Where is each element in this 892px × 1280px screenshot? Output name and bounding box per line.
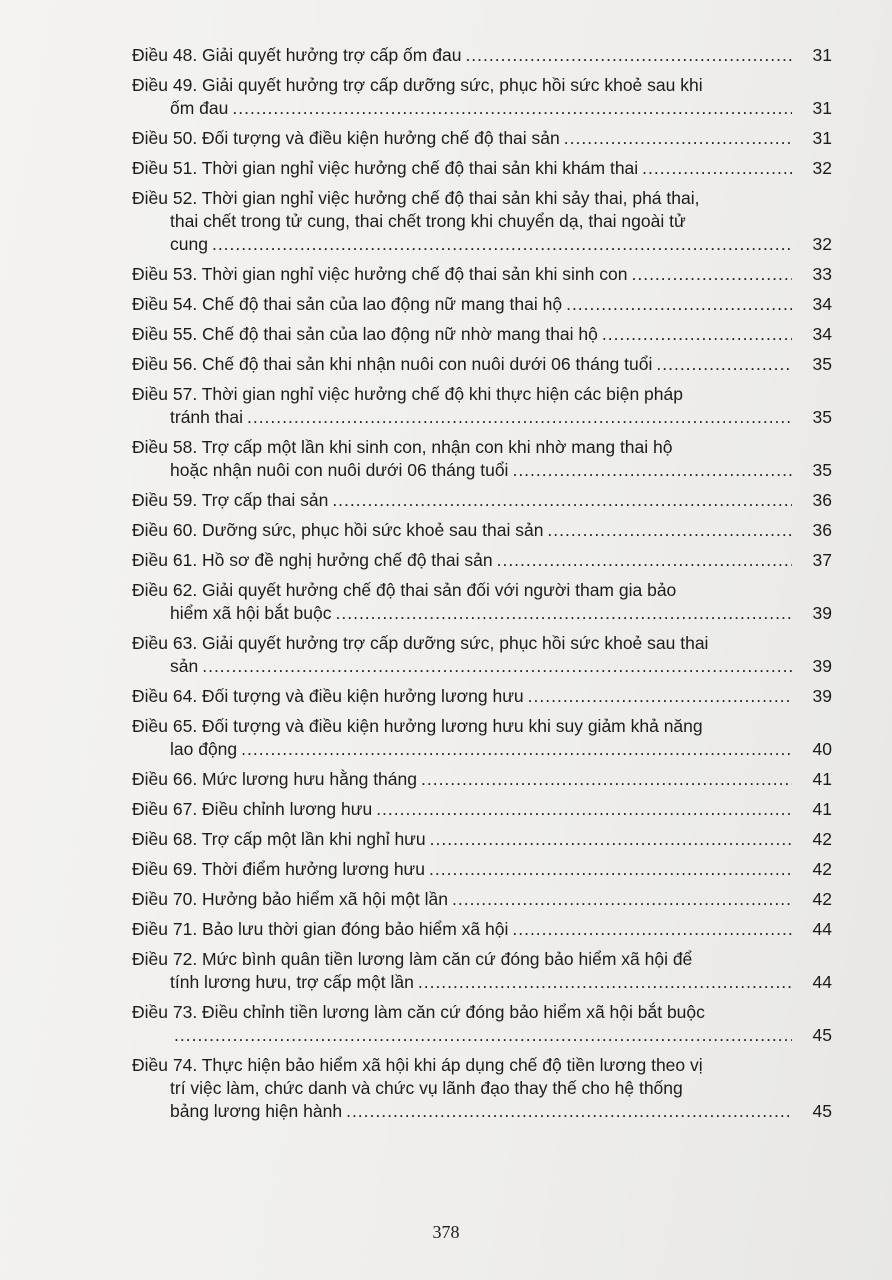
toc-entry-text: Điều 65. Đối tượng và điều kiện hưởng lương hưu khi suy giảm khả năng	[132, 716, 703, 736]
dot-leader	[241, 738, 792, 761]
toc-entry	[132, 187, 832, 256]
toc-entry	[132, 263, 832, 286]
toc-entry	[132, 383, 832, 429]
toc-entry-text: Điều 60. Dưỡng sức, phục hồi sức khoẻ sau thai sản	[132, 520, 544, 540]
toc-entry-text: Điều 58. Trợ cấp một lần khi sinh con, nhận con khi nhờ mang thai hộ	[132, 437, 673, 457]
toc-entry-text: Điều 67. Điều chỉnh lương hưu	[132, 799, 373, 819]
dot-leader	[512, 459, 792, 482]
toc-entry	[132, 157, 832, 180]
dot-leader	[465, 44, 792, 67]
toc-entry-text: Điều 68. Trợ cấp một lần khi nghỉ hưu	[132, 829, 426, 849]
toc-entry-last-line	[132, 489, 796, 512]
toc-entry-text: Điều 63. Giải quyết hưởng trợ cấp dưỡng sức, phục hồi sức khoẻ sau thai	[132, 633, 709, 653]
toc-entry	[132, 74, 832, 120]
toc-entry-text: Điều 62. Giải quyết hưởng chế độ thai sản đối với người tham gia bảo	[132, 580, 677, 600]
toc-entry	[132, 858, 832, 881]
toc-page-number: 42	[812, 889, 832, 909]
toc-page-number: 40	[812, 739, 832, 759]
dot-leader	[332, 489, 792, 512]
dot-leader	[656, 353, 792, 376]
toc-entry-text: Điều 74. Thực hiện bảo hiểm xã hội khi áp dụng chế độ tiền lương theo vị	[132, 1055, 703, 1075]
toc-page-number: 41	[812, 799, 832, 819]
dot-leader	[429, 858, 792, 881]
dot-leader	[421, 768, 792, 791]
toc-entry-last-line	[132, 353, 796, 376]
dot-leader	[566, 293, 792, 316]
toc-entry	[132, 632, 832, 678]
dot-leader	[512, 918, 792, 941]
toc-entry	[132, 323, 832, 346]
dot-leader	[376, 798, 792, 821]
toc-entry-last-line	[132, 768, 796, 791]
toc-page-number: 42	[812, 829, 832, 849]
toc-entry-text: Điều 66. Mức lương hưu hằng tháng	[132, 769, 417, 789]
toc-entry-last-line	[132, 828, 796, 851]
toc-entry-text: Điều 48. Giải quyết hưởng trợ cấp ốm đau	[132, 45, 462, 65]
toc-entry-last-line	[132, 549, 796, 572]
toc-page-number: 33	[812, 264, 832, 284]
toc-page-number: 35	[812, 460, 832, 480]
toc-entry	[132, 127, 832, 150]
toc-entry-last-line	[132, 406, 796, 429]
toc-entry-last-line	[132, 738, 796, 761]
dot-leader	[174, 1024, 792, 1047]
toc-entry-text: lao động	[170, 739, 238, 759]
toc-entry-text: Điều 57. Thời gian nghỉ việc hưởng chế độ khi thực hiện các biện pháp	[132, 384, 683, 404]
dot-leader	[418, 971, 792, 994]
dot-leader	[564, 127, 792, 150]
toc-entry-last-line	[132, 44, 796, 67]
toc-entry	[132, 353, 832, 376]
toc-page-number: 45	[812, 1101, 832, 1121]
toc-entry	[132, 685, 832, 708]
toc-entry-last-line	[132, 519, 796, 542]
dot-leader	[642, 157, 792, 180]
toc-entry-last-line	[132, 685, 796, 708]
toc-page-number: 32	[812, 158, 832, 178]
toc-page-number: 39	[812, 656, 832, 676]
toc-entry	[132, 828, 832, 851]
toc-page-number: 37	[812, 550, 832, 570]
toc-entry-last-line	[132, 858, 796, 881]
toc-entry-text: Điều 53. Thời gian nghỉ việc hưởng chế độ thai sản khi sinh con	[132, 264, 628, 284]
toc-entry	[132, 436, 832, 482]
toc-entry-last-line	[132, 602, 796, 625]
dot-leader	[497, 549, 792, 572]
toc-page-number: 36	[812, 490, 832, 510]
toc-entry-text: cung	[170, 234, 208, 254]
toc-entry-text: Điều 59. Trợ cấp thai sản	[132, 490, 329, 510]
dot-leader	[547, 519, 792, 542]
toc-entry	[132, 519, 832, 542]
toc-entry-last-line	[132, 918, 796, 941]
toc-entry-text: Điều 69. Thời điểm hưởng lương hưu	[132, 859, 426, 879]
toc-page-number: 39	[812, 686, 832, 706]
toc-entry	[132, 948, 832, 994]
toc-entry	[132, 715, 832, 761]
toc-entry-text: Điều 50. Đối tượng và điều kiện hưởng chế độ thai sản	[132, 128, 560, 148]
toc-entry-text: tránh thai	[170, 407, 243, 427]
toc-entry-text: Điều 56. Chế độ thai sản khi nhận nuôi con nuôi dưới 06 tháng tuổi	[132, 354, 653, 374]
dot-leader	[430, 828, 792, 851]
toc-entry-text: hiểm xã hội bắt buộc	[170, 603, 332, 623]
toc-page-number: 41	[812, 769, 832, 789]
dot-leader	[346, 1100, 792, 1123]
toc-entry-last-line	[132, 97, 796, 120]
toc-entry	[132, 44, 832, 67]
toc-page-number: 44	[812, 919, 832, 939]
toc-entry-last-line	[132, 459, 796, 482]
toc-entry-text: Điều 64. Đối tượng và điều kiện hưởng lương hưu	[132, 686, 524, 706]
toc-entry-text: ốm đau	[170, 98, 229, 118]
toc-entry-text: trí việc làm, chức danh và chức vụ lãnh đạo thay thế cho hệ thống	[170, 1078, 683, 1098]
dot-leader	[631, 263, 792, 286]
toc-page-number: 35	[812, 407, 832, 427]
toc-entry-last-line	[132, 971, 796, 994]
toc-page-number: 31	[812, 128, 832, 148]
toc-entry	[132, 798, 832, 821]
toc-entry-last-line	[132, 655, 796, 678]
toc-entry-text: Điều 70. Hưởng bảo hiểm xã hội một lần	[132, 889, 448, 909]
toc-entry	[132, 579, 832, 625]
toc-entry-text: Điều 49. Giải quyết hưởng trợ cấp dưỡng sức, phục hồi sức khoẻ sau khi	[132, 75, 703, 95]
toc-entry-last-line	[132, 233, 796, 256]
toc-page-number: 39	[812, 603, 832, 623]
toc-page-number: 32	[812, 234, 832, 254]
page-number: 378	[432, 1222, 460, 1242]
toc-page-number: 44	[812, 972, 832, 992]
toc-entry-text: hoặc nhận nuôi con nuôi dưới 06 tháng tuổi	[170, 460, 509, 480]
toc-entry-last-line	[132, 157, 796, 180]
toc-entry-text: bảng lương hiện hành	[170, 1101, 343, 1121]
toc-entry	[132, 1001, 832, 1047]
dot-leader	[602, 323, 792, 346]
toc-entry-text: thai chết trong tử cung, thai chết trong khi chuyển dạ, thai ngoài tử	[170, 211, 686, 231]
toc-entry	[132, 768, 832, 791]
toc-page-number: 31	[812, 45, 832, 65]
dot-leader	[232, 97, 792, 120]
toc-entry-last-line	[132, 1100, 796, 1123]
dot-leader	[528, 685, 792, 708]
toc-entry-text: Điều 61. Hồ sơ đề nghị hưởng chế độ thai sản	[132, 550, 493, 570]
toc-page-number: 34	[812, 294, 832, 314]
toc-page-number: 31	[812, 98, 832, 118]
dot-leader	[452, 888, 792, 911]
toc-page-number: 34	[812, 324, 832, 344]
toc-entry-text: Điều 73. Điều chỉnh tiền lương làm căn cứ đóng bảo hiểm xã hội bắt buộc	[132, 1002, 705, 1022]
toc-entry-text: Điều 52. Thời gian nghỉ việc hưởng chế độ thai sản khi sảy thai, phá thai,	[132, 188, 700, 208]
toc-entry-text: tính lương hưu, trợ cấp một lần	[170, 972, 414, 992]
toc-entry-last-line	[132, 1024, 796, 1047]
dot-leader	[212, 233, 792, 256]
toc-entry-last-line	[132, 293, 796, 316]
toc-entry-last-line	[132, 263, 796, 286]
toc-entry-text: sản	[170, 656, 199, 676]
toc-entry	[132, 888, 832, 911]
toc-entry-last-line	[132, 323, 796, 346]
dot-leader	[336, 602, 793, 625]
dot-leader	[247, 406, 792, 429]
toc-entry-text: Điều 54. Chế độ thai sản của lao động nữ mang thai hộ	[132, 294, 563, 314]
toc-page-number: 36	[812, 520, 832, 540]
toc-entry-text: Điều 71. Bảo lưu thời gian đóng bảo hiểm xã hội	[132, 919, 509, 939]
toc-entry	[132, 293, 832, 316]
table-of-contents	[132, 44, 832, 1130]
toc-entry	[132, 918, 832, 941]
toc-page-number: 42	[812, 859, 832, 879]
toc-entry-text: Điều 51. Thời gian nghỉ việc hưởng chế độ thai sản khi khám thai	[132, 158, 639, 178]
toc-page-number: 45	[812, 1025, 832, 1045]
toc-entry-last-line	[132, 798, 796, 821]
toc-entry	[132, 549, 832, 572]
toc-entry-text: Điều 72. Mức bình quân tiền lương làm căn cứ đóng bảo hiểm xã hội để	[132, 949, 693, 969]
dot-leader	[202, 655, 792, 678]
toc-entry-last-line	[132, 888, 796, 911]
toc-entry-last-line	[132, 127, 796, 150]
toc-entry-text: Điều 55. Chế độ thai sản của lao động nữ nhờ mang thai hộ	[132, 324, 598, 344]
toc-entry	[132, 1054, 832, 1123]
toc-page-number: 35	[812, 354, 832, 374]
toc-entry	[132, 489, 832, 512]
